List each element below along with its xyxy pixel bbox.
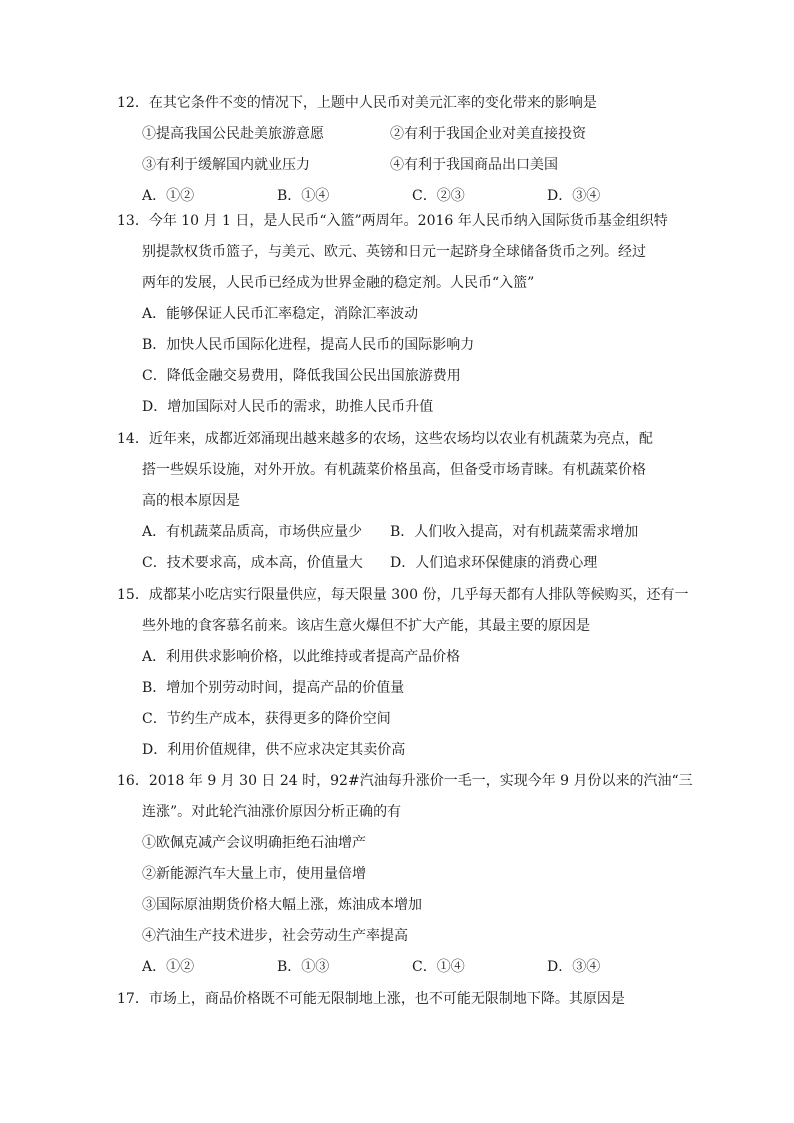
option-b: B．①④ — [277, 188, 330, 204]
option-d: D．③④ — [547, 959, 601, 975]
option-a: A．①② — [142, 959, 195, 975]
question-17 — [117, 984, 682, 1015]
stem-line: 连涨”。对此轮汽油涨价原因分析正确的有 — [142, 804, 402, 820]
stem-line: 在其它条件不变的情况下，上题中人民币对美元汇率的变化带来的影响是 — [148, 95, 597, 111]
question-number: 17． — [117, 991, 149, 1007]
question-number: 12． — [117, 95, 149, 111]
statement-row — [117, 150, 682, 181]
options-row — [117, 548, 682, 579]
statement-row — [117, 119, 682, 150]
option-b: B．人们收入提高，对有机蔬菜需求增加 — [390, 524, 639, 540]
stem-line: 2018 年 9 月 30 日 24 时，92#汽油每升涨价一毛一，实现今年 9 月份以来的汽油“三 — [148, 773, 693, 789]
statement-2: ②有利于我国企业对美直接投资 — [390, 126, 586, 142]
stem-line: 今年 10 月 1 日，是人民币“入篮”两周年。2016 年人民币纳入国际货币基金组织特 — [148, 213, 668, 229]
option-c: C．①④ — [412, 959, 465, 975]
statement-2: ②新能源汽车大量上市，使用量倍增 — [142, 866, 366, 882]
stem-line: 两年的发展，人民币已经成为世界金融的稳定剂。人民币“入篮” — [142, 275, 535, 291]
option-a: A．利用供求影响价格，以此维持或者提高产品价格 — [142, 649, 461, 665]
question-number: 15． — [117, 587, 149, 603]
options-row — [117, 517, 682, 548]
options-row — [117, 952, 682, 983]
statement-3: ③有利于缓解国内就业压力 — [142, 157, 310, 173]
stem-line: 搭一些娱乐设施，对外开放。有机蔬菜价格虽高，但备受市场青睐。有机蔬菜价格 — [142, 462, 646, 478]
question-15 — [117, 580, 689, 766]
statement-1: ①提高我国公民赴美旅游意愿 — [142, 126, 324, 142]
option-b: B．增加个别劳动时间，提高产品的价值量 — [142, 680, 405, 696]
option-c: C．技术要求高，成本高，价值量大 — [142, 555, 363, 571]
question-number: 16． — [117, 773, 149, 789]
question-stem — [117, 766, 693, 797]
option-a: A．①② — [142, 188, 195, 204]
option-c: C．节约生产成本，获得更多的降价空间 — [142, 711, 391, 727]
option-d: D．增加国际对人民币的需求，助推人民币升值 — [142, 399, 434, 415]
question-13 — [117, 206, 682, 423]
option-c: C．降低金融交易费用，降低我国公民出国旅游费用 — [142, 368, 461, 384]
question-14 — [117, 424, 682, 579]
statement-3: ③国际原油期货价格大幅上涨，炼油成本增加 — [142, 897, 422, 913]
option-d: D．人们追求环保健康的消费心理 — [390, 555, 598, 571]
option-b: B．①③ — [277, 959, 330, 975]
stem-line: 成都某小吃店实行限量供应，每天限量 300 份，几乎每天都有人排队等候购买，还有一 — [148, 587, 689, 603]
question-stem — [117, 206, 682, 237]
question-stem — [117, 88, 682, 119]
question-16 — [117, 766, 693, 983]
stem-line: 高的根本原因是 — [142, 493, 240, 509]
option-a: A．能够保证人民币汇率稳定，消除汇率波动 — [142, 306, 419, 322]
statement-1: ①欧佩克减产会议明确拒绝石油增产 — [142, 835, 366, 851]
stem-line: 市场上，商品价格既不可能无限制地上涨，也不可能无限制地下降。其原因是 — [148, 991, 625, 1007]
stem-line: 些外地的食客慕名前来。该店生意火爆但不扩大产能，其最主要的原因是 — [142, 618, 590, 634]
question-number: 14． — [117, 431, 149, 447]
statement-4: ④有利于我国商品出口美国 — [390, 157, 558, 173]
question-stem — [117, 580, 689, 611]
stem-line: 近年来，成都近郊涌现出越来越多的农场，这些农场均以农业有机蔬菜为亮点，配 — [148, 431, 653, 447]
option-c: C．②③ — [412, 188, 465, 204]
question-stem — [117, 424, 682, 455]
option-b: B．加快人民币国际化进程，提高人民币的国际影响力 — [142, 337, 475, 353]
stem-line: 别提款权货币篮子，与美元、欧元、英镑和日元一起跻身全球储备货币之列。经过 — [142, 244, 646, 260]
question-stem — [117, 984, 682, 1015]
option-d: D．③④ — [547, 188, 601, 204]
question-12 — [117, 88, 682, 212]
question-number: 13． — [117, 213, 149, 229]
option-a: A．有机蔬菜品质高，市场供应量少 — [142, 524, 363, 540]
statement-4: ④汽油生产技术进步，社会劳动生产率提高 — [142, 928, 408, 944]
option-d: D．利用价值规律，供不应求决定其卖价高 — [142, 742, 406, 758]
